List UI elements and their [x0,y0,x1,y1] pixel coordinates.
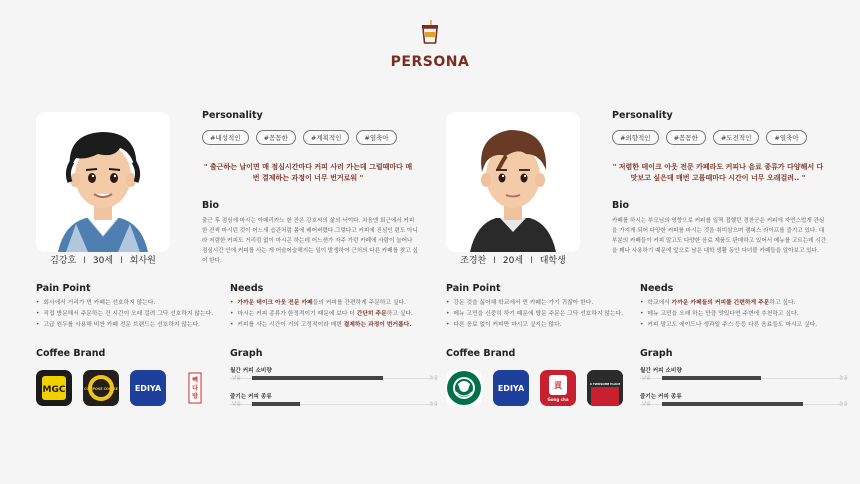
persona-name: 김강호 [50,256,77,266]
personality-tag: #계획적인 [303,130,350,145]
graph-max-label: 높음 [839,376,848,381]
list-item: • 메뉴 고민을 오래 하는 만큼 맛있다면 주변에 추천하고 싶다. [640,309,817,320]
ediya-logo: EDIYA [130,370,166,406]
persona-card-2 [446,108,856,478]
list-item: • 고급 원두를 사용해 비싼 카페 전문 브랜드는 선호하지 않는다. [36,320,213,331]
persona-job: 대학생 [539,256,566,266]
bio-title: Bio [202,200,220,211]
compose-coffee-logo [83,370,119,406]
personality-tag: #도전적인 [713,130,760,145]
svg-text:COMPOSE COFFEE: COMPOSE COFFEE [84,387,118,391]
list-item: • 직접 방문해서 주문하는 건 시간이 오래 걸려 그닥 선호하지 않는다. [36,309,213,320]
svg-text:방: 방 [192,393,198,400]
graph-min-label: 낮음 [232,402,241,407]
list-item: • 회사에서 거리가 먼 카페는 선호하지 않는다. [36,298,213,309]
graph [230,366,438,418]
list-item: • 마시는 커피 종류가 한정적이기 때문에 보다 더 간단히 주문하고 싶다. [230,309,413,320]
bio-text: 카페를 하시는 부모님의 영향으로 커피를 일찍 접했던 경찬군은 커피에 자연스럽게 관심을 가지게 되어 다양한 커피를 마시는 것을 취미삼으며 캠퍼스 라이프를 즐기고 있다. 대부분의 카페들이 커피 말고도 다양한 음료 제품도 판매하고 있어서 메뉴를 고르는데 시간을 꽤나 사용하기 때문에 앞으로 남은 대학 생활 동안 다녀볼 카페들을 알아보고 있다. [612,218,827,254]
pain-point-title: Pain Point [36,283,91,294]
svg-text:貢: 貢 [554,381,562,390]
graph-label: 월간 커피 소비량 [230,368,272,374]
pain-point-title: Pain Point [446,283,501,294]
coffee-brand-title: Coffee Brand [446,348,516,359]
starbucks-logo [446,370,482,406]
personality-tag: #열축아 [356,130,396,145]
persona-card-1 [36,108,446,478]
ediya-logo: EDIYA [493,370,529,406]
graph-max-label: 높음 [429,402,438,407]
list-item: • 커피 말고도 에이드나 생과일 주스 등등 다른 음료들도 마시고 싶다. [640,320,817,331]
personality-tags [612,130,807,145]
personality-title: Personality [202,110,263,121]
graph-label: 월간 커피 소비량 [640,368,682,374]
list-item: • 커피를 사는 시간이 거의 고정적이라 매번 결제하는 과정이 번거롭다. [230,320,413,331]
needs-list [230,298,413,331]
persona-name: 조경찬 [460,256,487,266]
persona-identity: 김강호 I 30세 I 회사원 [50,256,156,266]
graph-label: 즐기는 커피 종류 [230,394,272,400]
svg-text:다: 다 [192,385,198,392]
list-item: • 다른 음료 없이 커피만 마시고 싶지는 않다. [446,320,623,331]
avatar [446,112,580,252]
svg-text:Gong cha: Gong cha [547,397,569,402]
list-item: • 강돈 것을 싫어해 학교에서 먼 카페는 가기 귀찮아 한다. [446,298,623,309]
graph-row [230,392,438,418]
persona-identity: 조경찬 I 20세 I 대학생 [460,256,566,266]
graph-row [230,366,438,392]
personality-tag: #꼼꼼한 [256,130,296,145]
mgc-logo [36,370,72,406]
bio-title: Bio [612,200,630,211]
needs-title: Needs [230,283,264,294]
persona-age: 30세 [92,256,114,266]
needs-title: Needs [640,283,674,294]
persona-quote: " 저렴한 테이크 아웃 전문 카페라도 커피나 음료 종류가 다양해서 다 맛보고 싶은데 매번 고를때마다 시간이 너무 오래걸려.. " [612,163,824,182]
graph-bar [662,376,761,380]
brand-logos [446,370,623,406]
list-item: • 학교에서 가까운 카페들의 커피를 간편하게 주문하고 싶다. [640,298,817,309]
graph-bar [662,402,803,406]
personality-tag: #꼼꼼한 [666,130,706,145]
needs-list [640,298,817,331]
avatar [36,112,170,252]
personality-tag: #내성적인 [202,130,249,145]
svg-text:A TWOSOME PLACE: A TWOSOME PLACE [589,382,621,386]
pain-point-list [36,298,213,331]
graph-min-label: 낮음 [232,376,241,381]
graph-max-label: 높음 [429,376,438,381]
graph-min-label: 낮음 [642,376,651,381]
persona-quote: " 출근하는 날이면 매 점심시간마다 커피 사러 가는데 그럴때마다 매번 결제하는 과정이 너무 번거로워 " [203,163,413,182]
coffee-cup-icon [420,20,440,44]
svg-text:빽: 빽 [192,377,198,384]
graph-max-label: 높음 [839,402,848,407]
pain-point-list [446,298,623,331]
coffee-brand-title: Coffee Brand [36,348,106,359]
persona-job: 회사원 [129,256,156,266]
svg-text:MGC: MGC [42,385,66,395]
paik-dabang-logo [177,370,213,406]
graph-row [640,392,848,418]
page-title: PERSONA [390,54,470,70]
graph-title: Graph [230,348,263,359]
graph-bar [252,402,300,406]
personality-tag: #열축아 [766,130,806,145]
graph-label: 즐기는 커피 종류 [640,394,682,400]
graph-row [640,366,848,392]
personality-title: Personality [612,110,673,121]
gongcha-logo [540,370,576,406]
list-item: • 가까운 테이크 아웃 전문 카페들의 커피를 간편하게 주문하고 싶다. [230,298,413,309]
bio-text: 출근 후 점심에 마시는 아메리카노 한 잔은 강호씨의 삶의 낙이다. 처음엔 회근에서 커피 한 잔씩 마시던 것이 어느새 습관처럼 몸에 배어버렸다.그렇다고 커피에 진심인 편도 아니라 저렴한 커피도 거리낌 없이 마시곤 하는데 어느샌가 자주 가던 카페에 사람이 늘어나 점심시간 안에 커피를 사는 게 어슬어슬해지는 일이 발생하여 근처의 다른 카페를 찾고 싶어 한다. [202,218,418,264]
page-header [0,20,860,70]
graph-title: Graph [640,348,673,359]
persona-age: 20세 [502,256,524,266]
graph-bar [252,376,383,380]
brand-logos [36,370,213,406]
list-item: • 메뉴 고민을 신중히 하기 때문에 방문 주문은 그닥 선호하지 않는다. [446,309,623,320]
graph [640,366,848,418]
personality-tag: #외향적인 [612,130,659,145]
twosome-place-logo [587,370,623,406]
personality-tags [202,130,397,145]
graph-min-label: 낮음 [642,402,651,407]
